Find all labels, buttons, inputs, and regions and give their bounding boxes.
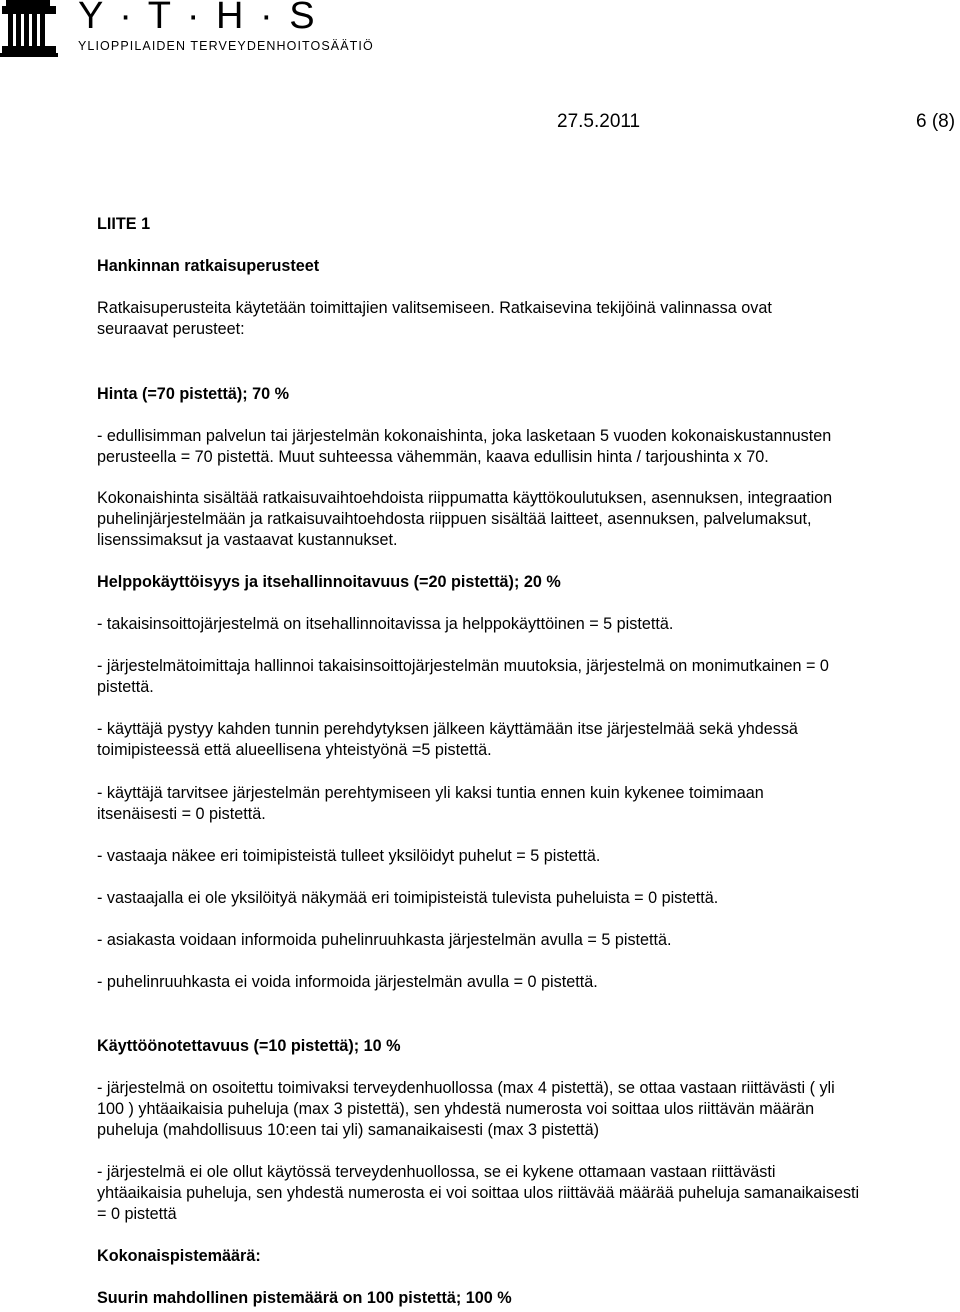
usability-item-line: toimipisteessä että alueellisena yhteistyönä =5 pistettä. (97, 741, 492, 759)
deploy-item (97, 1162, 859, 1225)
price-line: perusteella = 70 pistettä. Muut suhteessa vähemmän, kaava edullisin hinta / tarjoushinta x 70. (97, 448, 769, 466)
page-number: 6 (8) (916, 111, 956, 132)
document-date: 27.5.2011 (557, 111, 641, 132)
deploy-item (97, 1078, 835, 1141)
logo-subtitle: YLIOPPILAIDEN TERVEYDENHOITOSÄÄTIÖ (78, 39, 374, 53)
price-description (97, 426, 831, 468)
deploy-item-line: puheluja (mahdollisuus 10:een tai yli) samanaikaisesti (max 3 pistettä) (97, 1121, 600, 1139)
usability-item-line: - takaisinsoittojärjestelmä on itsehallinnoitavissa ja helppokäyttöinen = 5 pistettä. (97, 615, 674, 633)
intro-line: seuraavat perusteet: (97, 320, 245, 338)
page-header (557, 110, 956, 134)
deploy-item-line: - järjestelmä on osoitettu toimivaksi terveydenhuollossa (max 4 pistettä), se ottaa vastaan riittävästi ( yli (97, 1079, 835, 1097)
yths-logo (0, 0, 374, 60)
usability-item-line: - vastaaja näkee eri toimipisteistä tulleet yksilöidyt puhelut = 5 pistettä. (97, 847, 601, 865)
document-title: Hankinnan ratkaisuperusteet (97, 257, 320, 275)
usability-item-line: pistettä. (97, 678, 154, 696)
intro-paragraph (97, 298, 772, 340)
intro-line: Ratkaisuperusteita käytetään toimittajien valitsemiseen. Ratkaisevina tekijöinä valinnassa ovat (97, 299, 772, 317)
usability-item (97, 972, 598, 993)
total-price-line: Kokonaishinta sisältää ratkaisuvaihtoehdoista riippumatta käyttökoulutuksen, asennuksen, integraation (97, 489, 833, 507)
usability-heading: Helppokäyttöisyys ja itsehallinnoitavuus (=20 pistettä); 20 % (97, 573, 561, 591)
deploy-item-line: - järjestelmä ei ole ollut käytössä terveydenhuollossa, se ei kykene ottamaan vastaan riittävästi (97, 1163, 776, 1181)
usability-item (97, 888, 718, 909)
usability-item-line: - vastaajalla ei ole yksilöityä näkymää eri toimipisteistä tulevista puheluista = 0 pistettä. (97, 889, 719, 907)
usability-item-line: - käyttäjä pystyy kahden tunnin perehdytyksen jälkeen käyttämään itse järjestelmää sekä yhdessä (97, 720, 798, 738)
usability-item-line: - järjestelmätoimittaja hallinnoi takaisinsoittojärjestelmän muutoksia, järjestelmä on monimutkainen = 0 (97, 657, 829, 675)
usability-item (97, 783, 764, 825)
usability-item-line: - käyttäjä tarvitsee järjestelmän perehtymiseen yli kaksi tuntia ennen kuin kykenee toimimaan (97, 784, 764, 802)
deploy-item-line: = 0 pistettä (97, 1205, 177, 1223)
total-price-line: puhelinjärjestelmään ja ratkaisuvaihtoehdosta riippuen sisältää laitteet, asennuksen, palvelumaksut, (97, 510, 812, 528)
usability-item (97, 930, 672, 951)
deploy-heading: Käyttöönotettavuus (=10 pistettä); 10 % (97, 1037, 401, 1055)
appendix-label: LIITE 1 (97, 215, 151, 233)
usability-item (97, 846, 600, 867)
total-score-heading: Kokonaispistemäärä: (97, 1247, 261, 1265)
usability-item (97, 719, 798, 761)
deploy-item-line: 100 ) yhtäaikaisia puheluja (max 3 pistettä), sen yhdestä numerosta voi soittaa ulos riittävän määrän (97, 1100, 815, 1118)
logo-wordmark: Y · T · H · S (78, 0, 318, 37)
deploy-item-line: yhtäaikaisia puheluja, sen yhdestä numerosta ei voi soittaa ulos riittävää määrää puheluja samanaikaisesti (97, 1184, 860, 1202)
usability-item-line: - puhelinruuhkasta ei voida informoida järjestelmän avulla = 0 pistettä. (97, 973, 598, 991)
usability-item (97, 614, 673, 635)
usability-item (97, 656, 829, 698)
price-line: - edullisimman palvelun tai järjestelmän kokonaishinta, joka lasketaan 5 vuoden kokonaiskustannusten (97, 427, 832, 445)
total-price-description (97, 488, 832, 551)
price-heading: Hinta (=70 pistettä); 70 % (97, 385, 290, 403)
column-emblem-icon (0, 0, 70, 60)
usability-item-line: - asiakasta voidaan informoida puhelinruuhkasta järjestelmän avulla = 5 pistettä. (97, 931, 672, 949)
max-score-statement: Suurin mahdollinen pistemäärä on 100 pistettä; 100 % (97, 1289, 512, 1307)
usability-item-line: itsenäisesti = 0 pistettä. (97, 805, 266, 823)
total-price-line: lisenssimaksut ja vastaavat kustannukset. (97, 531, 398, 549)
